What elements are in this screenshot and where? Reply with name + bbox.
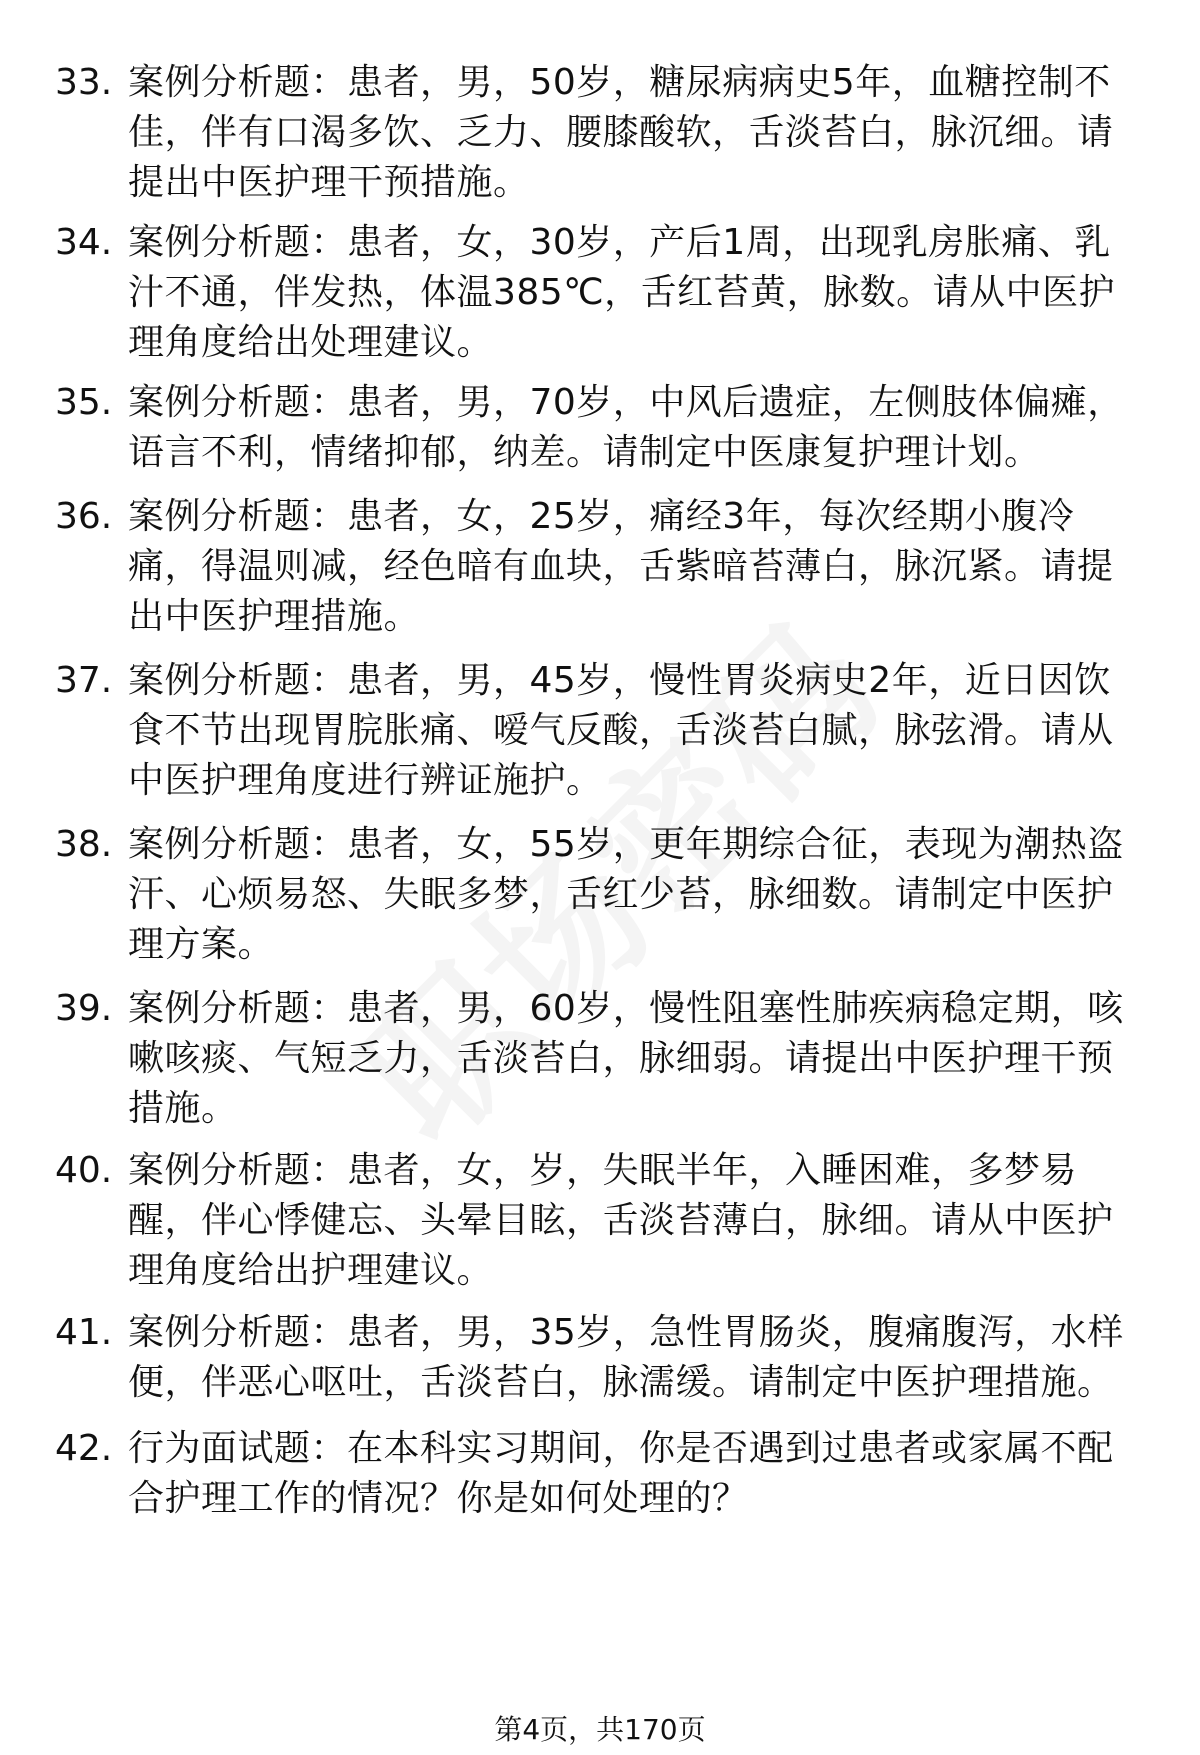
question-text: 案例分析题：患者，女，55岁，更年期综合征，表现为潮热盗汗、心烦易怒、失眠多梦，舌红少苔，脉细数。请制定中医护理方案。 (128, 824, 1124, 965)
question-number: 36. (55, 496, 113, 537)
question-number: 37. (55, 660, 113, 701)
question-text: 案例分析题：患者，男，45岁，慢性胃炎病史2年，近日因饮食不节出现胃脘胀痛、嗳气反酸，舌淡苔白腻，脉弦滑。请从中医护理角度进行辨证施护。 (128, 660, 1114, 801)
question-text: 案例分析题：患者，男，70岁，中风后遗症，左侧肢体偏瘫，语言不利，情绪抑郁，纳差。请制定中医康复护理计划。 (128, 382, 1124, 473)
question-text: 案例分析题：患者，女，30岁，产后1周，出现乳房胀痛、乳汁不通，伴发热，体温385℃，舌红苔黄，脉数。请从中医护理角度给出处理建议。 (128, 222, 1116, 363)
question-number: 35. (55, 382, 113, 423)
question-text: 行为面试题：在本科实习期间，你是否遇到过患者或家属不配合护理工作的情况？你是如何处理的？ (128, 1428, 1114, 1519)
question-number: 42. (55, 1428, 113, 1469)
question-number: 41. (55, 1312, 113, 1353)
question-number: 33. (55, 62, 113, 103)
question-text: 案例分析题：患者，男，60岁，慢性阻塞性肺疾病稳定期，咳嗽咳痰、气短乏力，舌淡苔白，脉细弱。请提出中医护理干预措施。 (128, 988, 1124, 1129)
question-number: 34. (55, 222, 113, 263)
question-number: 38. (55, 824, 113, 865)
question-number: 40. (55, 1150, 113, 1191)
question-text: 案例分析题：患者，女，25岁，痛经3年，每次经期小腹冷痛，得温则减，经色暗有血块，舌紫暗苔薄白，脉沉紧。请提出中医护理措施。 (128, 496, 1114, 637)
question-text: 案例分析题：患者，男，50岁，糖尿病病史5年，血糖控制不佳，伴有口渴多饮、乏力、腰膝酸软，舌淡苔白，脉沉细。请提出中医护理干预措施。 (128, 62, 1114, 203)
question-text: 案例分析题：患者，男，35岁，急性胃肠炎，腹痛腹泻，水样便，伴恶心呕吐，舌淡苔白，脉濡缓。请制定中医护理措施。 (128, 1312, 1124, 1403)
question-text: 案例分析题：患者，女，岁，失眠半年，入睡困难，多梦易醒，伴心悸健忘、头晕目眩，舌淡苔薄白，脉细。请从中医护理角度给出护理建议。 (128, 1150, 1114, 1291)
question-number: 39. (55, 988, 113, 1029)
page-footer: 第4页，共170页 (494, 1713, 706, 1746)
